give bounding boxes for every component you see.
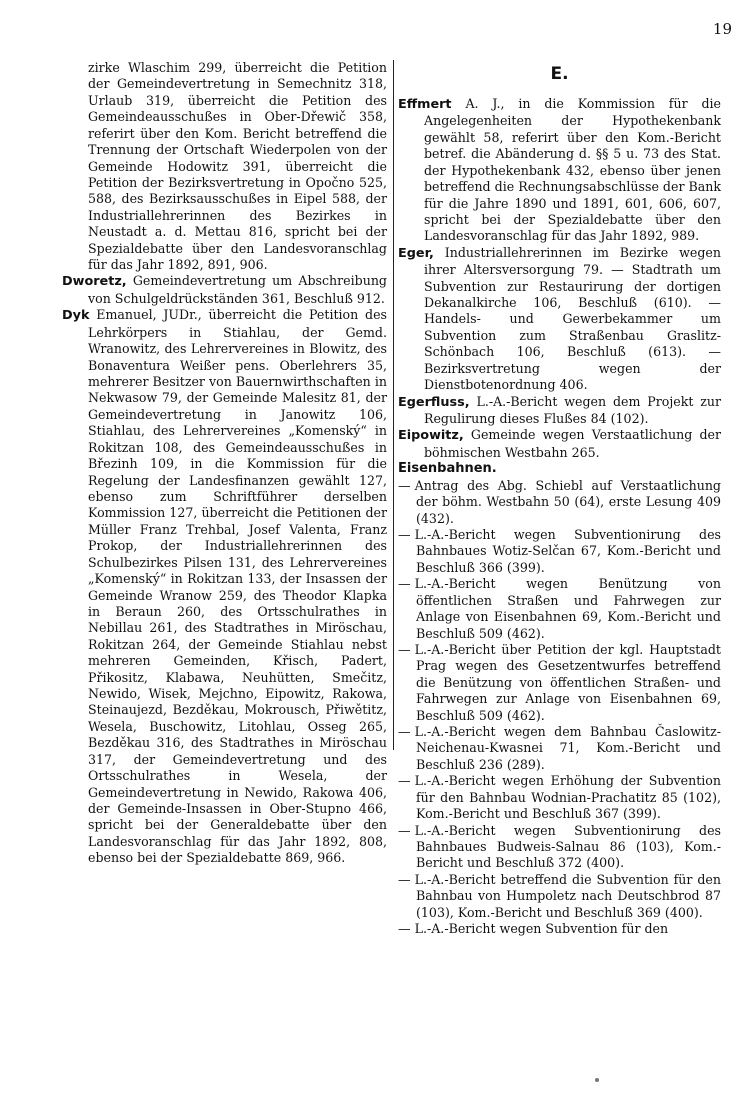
- sub-entry-text: Antrag des Abg. Schiebl auf Verstaatlichung der böhm. Westbahn 50 (64), erste Lesung 409 (432).: [414, 477, 721, 526]
- column-divider: [393, 60, 394, 750]
- sub-entry: — Antrag des Abg. Schiebl auf Verstaatlichung der böhm. Westbahn 50 (64), erste Lesung 409 (432).: [398, 477, 721, 526]
- sub-entry: — L.-A.-Bericht wegen Benützung von öffentlichen Straßen und Fahrwegen zur Anlage von Eisenbahnen 69, Kom.-Bericht und Beschluß 509 (462).: [398, 576, 721, 641]
- left-column: [62, 60, 387, 867]
- index-entry-continued: [62, 60, 387, 273]
- entry-heading: Dworetz,: [62, 274, 127, 290]
- sub-entry: — L.-A.-Bericht wegen Erhöhung der Subvention für den Bahnbau Wodnian-Prachatitz 85 (102), Kom.-Bericht und Beschluß 367 (399).: [398, 773, 721, 822]
- entry-heading: Eipowitz,: [398, 428, 464, 444]
- sub-entry: — L.-A.-Bericht wegen Subvention für den: [398, 921, 669, 937]
- entry-heading: Eger,: [398, 245, 434, 261]
- entry-heading: Dyk: [62, 308, 90, 324]
- sub-entry-text: L.-A.-Bericht wegen Subventionirung des Bahnbaues Budweis-Salnau 86 (103), Kom.-Bericht und Beschluß 372 (400).: [414, 822, 721, 871]
- sub-entry-text: L.-A.-Bericht betreffend die Subvention für den Bahnbau von Humpoletz nach Deutschbrod 87 (103), Kom.-Bericht und Beschluß 369 (400).: [414, 871, 721, 920]
- entry-text: Industriallehrerinnen im Bezirke wegen ihrer Altersversorgung 79. — Stadtrath um Subvention zur Restaurirung der dortigen Dekanalkirche 106, Beschluß (610). — Handels- und Gewerbekammer um Subvention zum Straßenbau Graslitz-Schönbach 106, Beschluß (613). — Bezirksvertretung wegen der Dienstbotenordnung 406.: [424, 244, 721, 393]
- sub-entry-text: L.-A.-Bericht über Petition der kgl. Hauptstadt Prag wegen des Gesetzentwurfes betreffend die Benützung von öffentlichen Straßen- und Fahrwegen zur Anlage von Eisenbahnen 69, Beschluß 509 (462).: [414, 641, 721, 723]
- entry-heading: Egerfluss,: [398, 394, 470, 410]
- page-number: 19: [712, 20, 732, 38]
- index-entry: [62, 307, 387, 866]
- entry-text: A. J., in die Kommission für die Angelegenheiten der Hypothekenbank gewählt 58, referirt über den Kom.-Bericht betref. die Abänderung d. §§ 5 u. 73 des Stat. der Hypothekenbank 432, ebenso über jenen betreffend die Rechnungsabschlüsse der Bank für die Jahre 1890 und 1891, 601, 606, 607, spricht bei der Spezialdebatte über den Landesvoranschlag für das Jahr 1892, 989.: [424, 96, 722, 244]
- entry-heading: Effmert: [398, 97, 452, 112]
- index-entry: [398, 394, 721, 428]
- letter-heading: E.: [550, 64, 569, 84]
- index-entry: [398, 96, 721, 245]
- entry-text: Gemeinde wegen Verstaatlichung der böhmischen Westbahn 265.: [424, 427, 721, 460]
- sub-entry-text: L.-A.-Bericht wegen dem Bahnbau Časlowitz-Neichenau-Kwasnei 71, Kom.-Bericht und Beschluß 236 (289).: [414, 724, 721, 772]
- index-entry: [62, 273, 387, 307]
- right-column: [398, 60, 721, 938]
- sub-entry: — L.-A.-Bericht über Petition der kgl. Hauptstadt Prag wegen des Gesetzentwurfes betreffend die Benützung von öffentlichen Straßen- und Fahrwegen zur Anlage von Eisenbahnen 69, Beschluß 509 (462).: [398, 641, 721, 723]
- entry-text: Gemeindevertretung um Abschreibung von Schulgeldrückständen 361, Beschluß 912.: [88, 273, 387, 306]
- sub-entry: — L.-A.-Bericht wegen Subventionirung des Bahnbaues Budweis-Salnau 86 (103), Kom.-Bericht und Beschluß 372 (400).: [398, 822, 721, 871]
- entry-text: L.-A.-Bericht wegen dem Projekt zur Regulirung dieses Flußes 84 (102).: [424, 393, 721, 427]
- sub-entry-text: L.-A.-Bericht wegen Benützung von öffentlichen Straßen und Fahrwegen zur Anlage von Eisenbahnen 69, Kom.-Bericht und Beschluß 509 (462).: [414, 576, 721, 641]
- sub-entry: — L.-A.-Bericht wegen dem Bahnbau Časlowitz-Neichenau-Kwasnei 71, Kom.-Bericht und Beschluß 236 (289).: [398, 724, 721, 772]
- index-entry: [398, 427, 721, 461]
- sub-entry-text: L.-A.-Bericht wegen Subvention für den: [414, 921, 669, 937]
- sub-entry-text: L.-A.-Bericht wegen Erhöhung der Subvention für den Bahnbau Wodnian-Prachatitz 85 (102), Kom.-Bericht und Beschluß 367 (399).: [414, 773, 721, 822]
- sub-entry: — L.-A.-Bericht betreffend die Subvention für den Bahnbau von Humpoletz nach Deutschbrod 87 (103), Kom.-Bericht und Beschluß 369 (400).: [398, 871, 721, 920]
- entry-text: Emanuel, JUDr., überreicht die Petition des Lehrkörpers in Stiahlau, der Gemd. Wranowitz, des Lehrervereines in Blowitz, des Bonaventura Weißer pens. Oberlehrers 35, mehrerer Besitzer von Bauernwirthschaften in Nekwasow 79, der Gemeinde Malesitz 81, der Gemeindevertretung in Janowitz 106, Stiahlau, des Lehrervereines „Komenský“ in Rokitzan 108, des Gemeindeausschußes in Březinh 109, in die Kommission für die Regelung der Landesfinanzen gewählt 127, ebenso zum Schriftführer derselben Kommission 127, überreicht die Petitionen der Müller Franz Trehbal, Josef Valenta, Franz Prokop, der Industriallehrerinnen des Schulbezirkes Pilsen 131, des Lehrervereines „Komenský“ in Rokitzan 133, der Insassen der Gemeinde Wranow 259, des Theodor Klapka in Beraun 260, des Ortsschulrathes in Nebillau 261, des Stadtrathes in Miröschau, Rokitzan 264, der Gemeinde Stiahlau nebst mehreren Gemeinden, Křisch, Padert, Přikositz, Klabawa, Neuhütten, Smečitz, Newido, Wisek, Mejchno, Eipowitz, Rakowa, Steinaujezd, Bezděkau, Mokrousch, Přiwětitz, Wesela, Buschowitz, Litohlau, Osseg 265, Bezděkau 316, des Stadtrathes in Miröschau 317, der Gemeindevertretung und des Ortsschulrathes in Wesela, der Gemeindevertretung in Newido, Rakowa 406, der Gemeinde-Insassen in Ober-Stupno 466, spricht bei der Generaldebatte über den Landesvoranschlag für das Jahr 1892, 808, ebenso bei der Spezialdebatte 869, 966.: [88, 307, 387, 866]
- sub-entry-text: L.-A.-Bericht wegen Subventionirung des Bahnbaues Wotiz-Selčan 67, Kom.-Bericht und Beschluß 366 (399).: [414, 526, 721, 575]
- sub-entry: — L.-A.-Bericht wegen Subventionirung des Bahnbaues Wotiz-Selčan 67, Kom.-Bericht und Beschluß 366 (399).: [398, 526, 721, 575]
- index-entry: [398, 245, 721, 394]
- section-heading: Eisenbahnen.: [398, 461, 497, 477]
- entry-text: zirke Wlaschim 299, überreicht die Petition der Gemeindevertretung in Semechnitz 318, Urlaub 319, überreicht die Petition des Gemeindeausschußes in Ober-Dřewič 358, referirt über den Kom. Bericht betreffend die Trennung der Ortschaft Wiederpolen von der Gemeinde Hodowitz 391, überreicht die Petition der Bezirksvertretung in Opočno 525, 588, des Bezirksausschußes in Eipel 588, der Industriallehrerinnen des Bezirkes in Neustadt a. d. Mettau 816, spricht bei der Spezialdebatte über den Landesvoranschlag für das Jahr 1892, 891, 906.: [88, 60, 387, 273]
- ink-speck: [595, 1078, 599, 1082]
